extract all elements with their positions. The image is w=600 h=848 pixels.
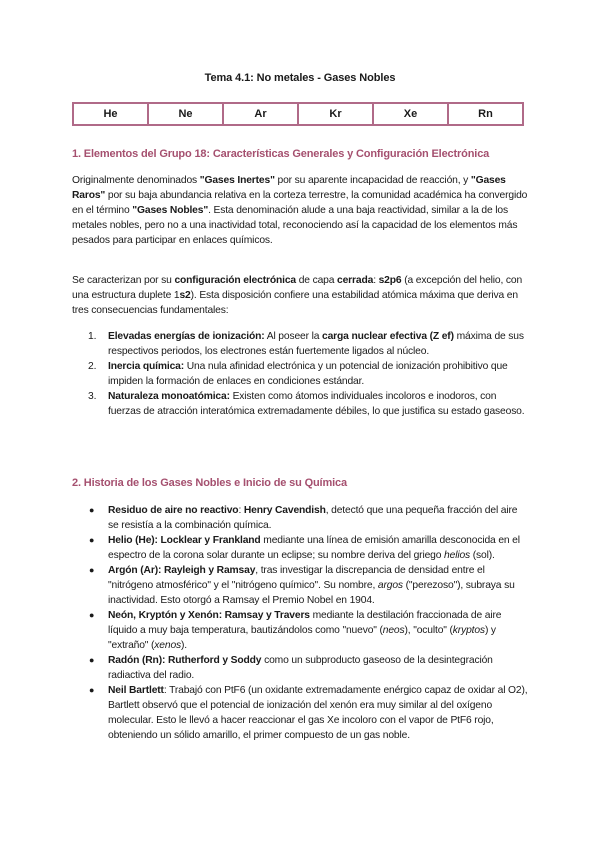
list-item-text [108, 361, 508, 387]
text-run: Originalmente denominados [72, 175, 200, 186]
bullet-icon: ● [89, 655, 95, 665]
bold-text: Henry Cavendish [243, 505, 326, 516]
list-item-text [108, 565, 515, 606]
element-cell-he: He [74, 104, 149, 124]
bold-text: Helio (He): Locklear y Frankland [108, 535, 261, 546]
list-item [72, 608, 528, 653]
text-run: mediante una línea de emisión amarilla desconocida en el espectro de la corona solar durante un eclipse; su nombre deriva del griego [108, 535, 520, 561]
italic-text: xenos [154, 640, 182, 651]
bold-text: Elevadas energías de ionización: [108, 331, 265, 342]
list-number: 3. [88, 391, 97, 402]
text-run: ). [181, 640, 188, 651]
text-run: (a excepción del helio, con una estructura duplete 1 [72, 275, 523, 301]
text-run: : [373, 275, 379, 286]
list-item [72, 683, 528, 743]
list-item-text [108, 535, 520, 561]
text-run: como un subproducto gaseoso de la desintegración radiactiva del radio. [108, 655, 493, 681]
history-list [72, 503, 528, 743]
bold-text: "Gases Nobles" [132, 205, 209, 216]
noble-gas-table [72, 102, 524, 126]
bold-text: "Gases Inertes" [199, 175, 275, 186]
element-cell-xe: Xe [374, 104, 449, 124]
list-item [72, 389, 528, 419]
element-cell-ar: Ar [224, 104, 299, 124]
bold-text: s2 [179, 290, 191, 301]
list-item [72, 533, 528, 563]
bold-text: cerrada [337, 275, 374, 286]
text-run: . Esta denominación alude a una baja reactividad, similar a la de los metales nobles, pero no a una inactividad total, reconociendo así la capacidad de los elementos más pesados para participar en enlaces químicos. [72, 205, 518, 246]
bullet-icon: ● [89, 565, 95, 575]
text-run: por su baja abundancia relativa en la corteza terrestre, la comunidad académica ha convergido en el término [72, 190, 528, 216]
element-cell-kr: Kr [299, 104, 374, 124]
bullet-icon: ● [89, 610, 95, 620]
text-run: por su aparente incapacidad de reacción, y [274, 175, 471, 186]
bullet-icon: ● [89, 535, 95, 545]
list-number: 1. [88, 331, 97, 342]
italic-text: helios [444, 550, 471, 561]
text-run: : Trabajó con PtF6 (un oxidante extremadamente enérgico capaz de oxidar al O2), Bartlett observó que el potencial de ionización del xenón era muy similar al del oxígeno molecular. Esto le llevó a hacer reaccionar el gas Xe incoloro con el vapor de PtF6 rojo, obteniendo un sólido amarillo, el primer compuesto de un gas noble. [108, 685, 528, 741]
element-cell-ne: Ne [149, 104, 224, 124]
bold-text: "Gases Raros" [72, 175, 506, 201]
bullet-icon: ● [89, 685, 95, 695]
bold-text: Inercia química: [108, 361, 184, 372]
section-2-heading: 2. Historia de los Gases Nobles e Inicio de su Química [72, 477, 347, 489]
section-1-paragraph-2 [72, 273, 528, 318]
bold-text: Neón, Kryptón y Xenón: Ramsay y Travers [108, 610, 310, 621]
text-run: de capa [296, 275, 338, 286]
bold-text: Argón (Ar): Rayleigh y Ramsay [108, 565, 256, 576]
list-item [72, 563, 528, 608]
list-item-text [108, 610, 501, 651]
italic-text: kryptos [452, 625, 485, 636]
text-run: (sol). [470, 550, 495, 561]
list-item-text [108, 505, 517, 531]
element-cell-rn: Rn [478, 108, 493, 120]
bold-text: Naturaleza monoatómica: [108, 391, 230, 402]
italic-text: neos [382, 625, 405, 636]
section-1-paragraph-1 [72, 173, 528, 248]
text-run: , detectó que una pequeña fracción del aire se resistía a la combinación química. [108, 505, 518, 531]
bullet-icon: ● [89, 505, 95, 515]
text-run: ) y "extraño" ( [108, 625, 496, 651]
text-run: ), "oculto" ( [404, 625, 453, 636]
list-item [72, 329, 528, 359]
bold-text: configuración electrónica [174, 275, 296, 286]
bold-text: Neil Bartlett [108, 685, 164, 696]
document-title: Tema 4.1: No metales - Gases Nobles [204, 72, 396, 84]
list-item-text [108, 331, 524, 357]
text-run: ("perezoso"), subraya su inactividad. Esto otorgó a Ramsay el Premio Nobel en 1904. [108, 580, 515, 606]
text-run: Se caracterizan por su [72, 275, 175, 286]
list-item-text [108, 655, 493, 681]
text-run: Al poseer la [264, 331, 323, 342]
bold-text: Radón (Rn): Rutherford y Soddy [108, 655, 262, 666]
text-run: , tras investigar la discrepancia de densidad entre el "nitrógeno atmosférico" y el "nitrógeno químico". Su nombre, [108, 565, 485, 591]
italic-text: argos [377, 580, 403, 591]
fundamental-consequences-list [72, 329, 528, 419]
text-run: máxima de sus respectivos periodos, los electrones están fuertemente ligados al núcleo. [108, 331, 524, 357]
text-run: : [238, 505, 244, 516]
list-item [72, 359, 528, 389]
list-item [72, 503, 528, 533]
list-item [72, 653, 528, 683]
bold-text: Residuo de aire no reactivo [108, 505, 239, 516]
list-number: 2. [88, 361, 97, 372]
bold-text: carga nuclear efectiva (Z ef) [322, 331, 454, 342]
text-run: Existen como átomos individuales incoloros e inodoros, con fuerzas de atracción interatómica extremadamente débiles, lo que justifica su estado gaseoso. [108, 391, 525, 417]
text-run: mediante la destilación fraccionada de aire líquido a muy baja temperatura, bautizándolos como "nuevo" ( [108, 610, 502, 636]
list-item-text [108, 391, 524, 417]
list-item-text [108, 685, 527, 741]
text-run: ). Esta disposición confiere una estabilidad atómica máxima que deriva en tres consecuencias fundamentales: [72, 290, 518, 316]
bold-text: s2p6 [378, 275, 402, 286]
section-1-heading: 1. Elementos del Grupo 18: Características Generales y Configuración Electrónica [72, 148, 490, 160]
text-run: Una nula afinidad electrónica y un potencial de ionización prohibitivo que impiden la formación de enlaces en condiciones estándar. [108, 361, 508, 387]
